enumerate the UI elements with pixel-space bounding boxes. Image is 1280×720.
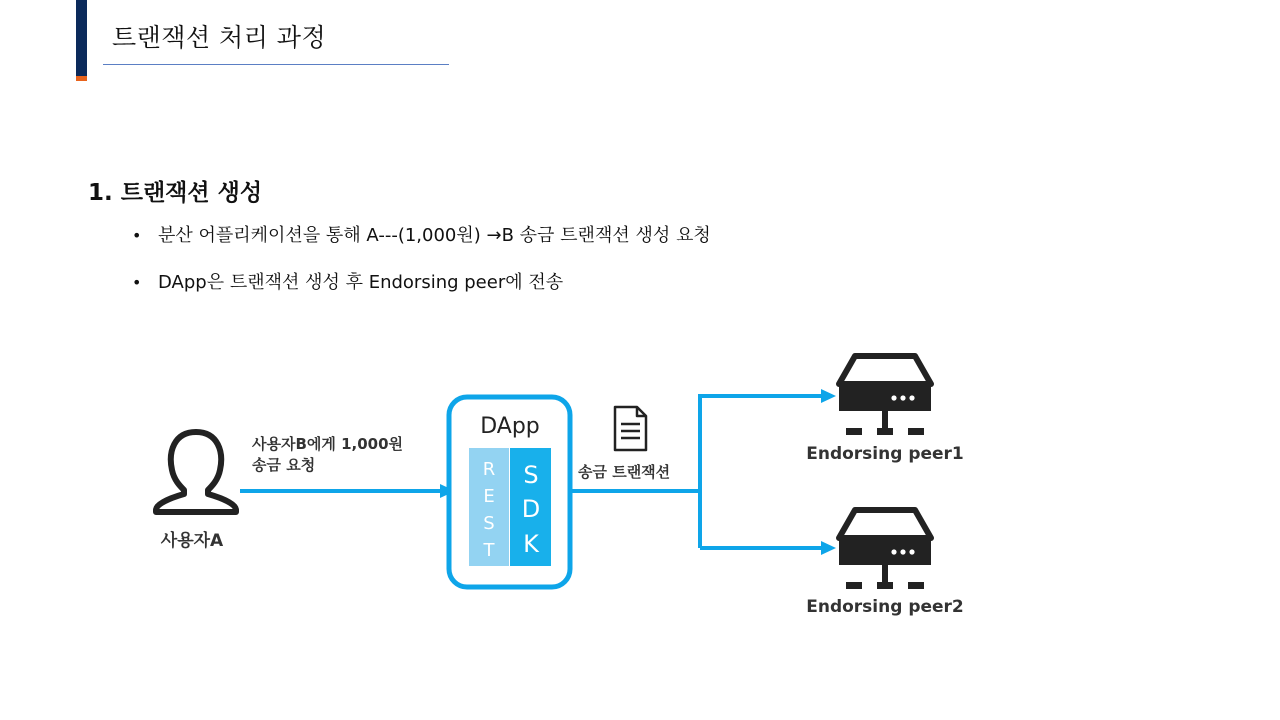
rest-letter: T bbox=[483, 540, 495, 561]
user-icon bbox=[156, 432, 236, 512]
peer1-label: Endorsing peer1 bbox=[806, 444, 964, 464]
bullet-text: 분산 어플리케이션을 통해 A---(1,000원) →B 송금 트랜잭션 생성 요청 bbox=[158, 225, 711, 246]
bullet-text: DApp은 트랜잭션 생성 후 Endorsing peer에 전송 bbox=[158, 272, 564, 293]
peer1-arrowhead bbox=[821, 389, 836, 403]
rest-letter: R bbox=[482, 459, 496, 480]
sdk-letter: D bbox=[521, 495, 541, 523]
transaction-label: 송금 트랜잭션 bbox=[578, 463, 671, 481]
server-icon bbox=[839, 356, 931, 435]
sdk-letter: K bbox=[523, 530, 539, 558]
page-title: 트랜잭션 처리 과정 bbox=[112, 23, 327, 52]
server-icon bbox=[839, 510, 931, 589]
rest-letter: S bbox=[483, 513, 495, 534]
dapp-title: DApp bbox=[480, 414, 540, 439]
bullet-dot: • bbox=[132, 273, 142, 292]
peer2-arrowhead bbox=[821, 541, 836, 555]
section-heading: 1. 트랜잭션 생성 bbox=[88, 180, 263, 206]
rest-letter: E bbox=[483, 486, 495, 507]
document-icon bbox=[615, 407, 646, 450]
bullet-dot: • bbox=[132, 226, 142, 245]
sdk-letter: S bbox=[523, 461, 539, 489]
request-label-line1: 사용자B에게 1,000원 bbox=[252, 435, 404, 453]
user-label: 사용자A bbox=[160, 531, 224, 551]
peer2-label: Endorsing peer2 bbox=[806, 597, 964, 617]
request-label-line2: 송금 요청 bbox=[252, 456, 316, 474]
